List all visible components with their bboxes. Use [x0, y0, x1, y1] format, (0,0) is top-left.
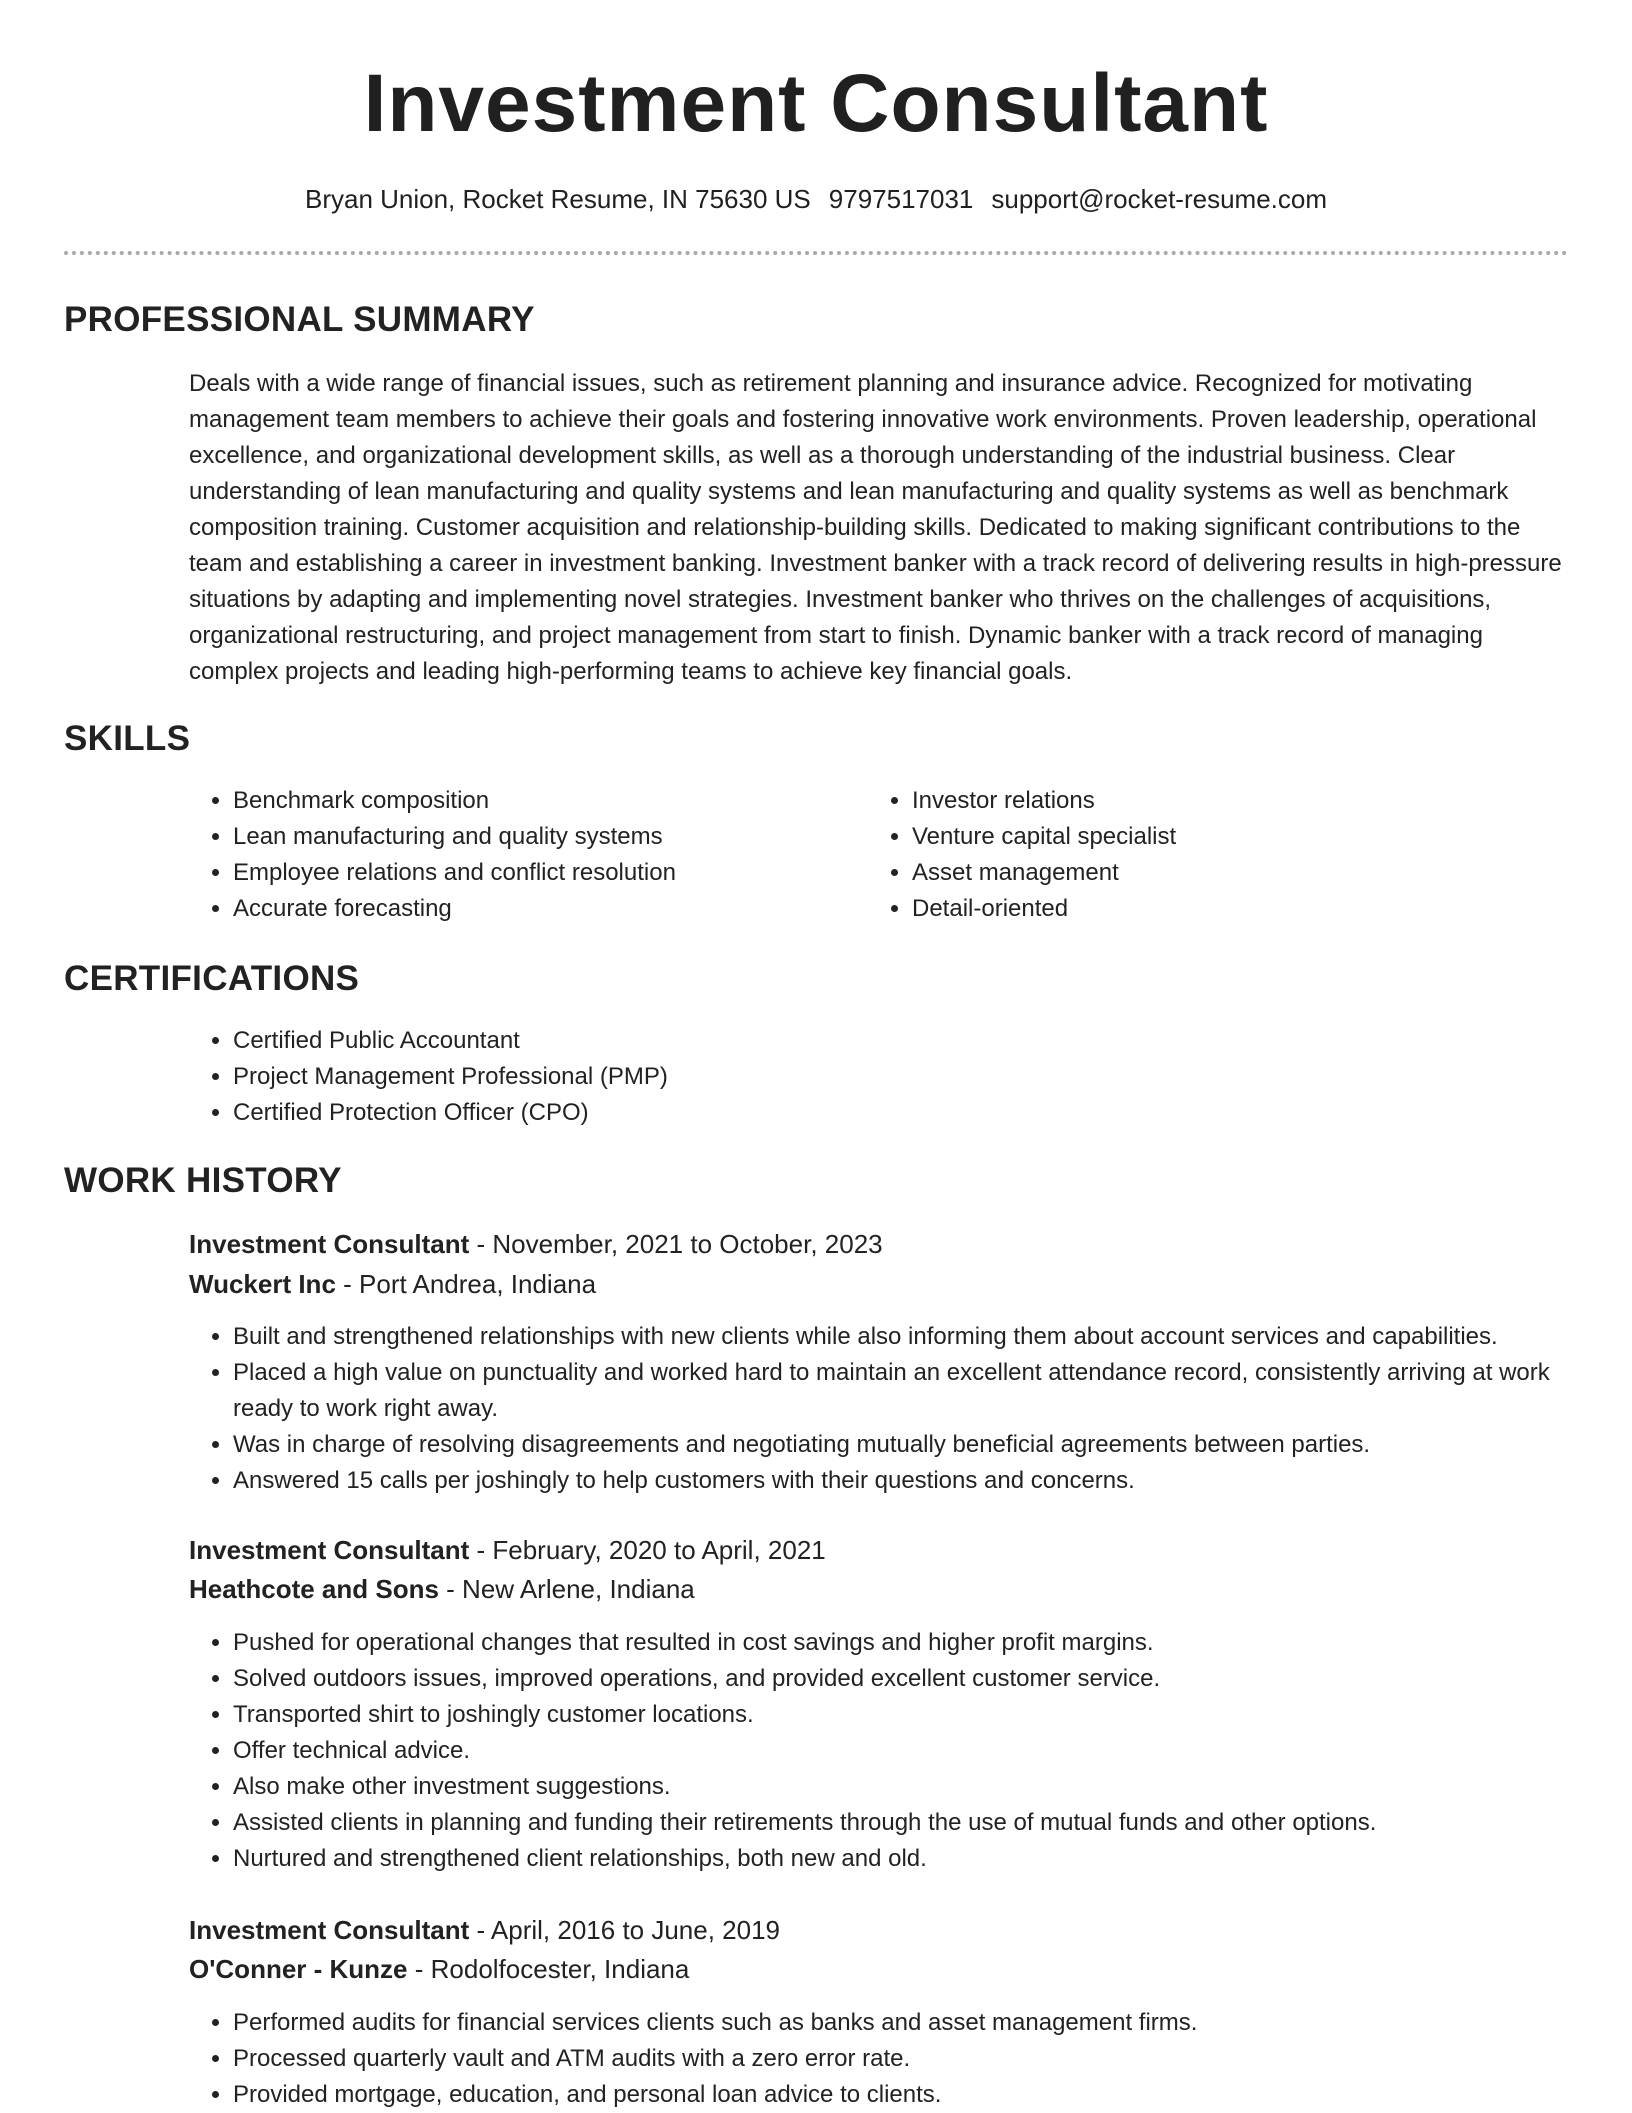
job-role: Investment Consultant — [189, 1229, 470, 1259]
header-divider — [64, 251, 1568, 255]
job-location: - Port Andrea, Indiana — [335, 1269, 597, 1299]
job-company-line — [189, 1950, 689, 1988]
work-history-heading: WORK HISTORY — [64, 1161, 342, 1200]
job-bullet: • Built and strengthened relationships with new clients while also informing them about account services and capabilities. — [233, 1319, 1613, 1355]
skills-heading: SKILLS — [64, 719, 191, 758]
job-company-line — [189, 1570, 695, 1608]
job-bullet: • Performed audits for financial services clients such as banks and asset management firms. — [233, 2005, 1613, 2041]
job-bullet: • Was in charge of resolving disagreements and negotiating mutually beneficial agreements between parties. — [233, 1427, 1613, 1463]
contact-email: support@rocket-resume.com — [991, 184, 1328, 214]
job-bullet: • Answered 15 calls per joshingly to help customers with their questions and concerns. — [233, 1463, 1613, 1499]
skill-item: • Employee relations and conflict resolution — [233, 855, 853, 891]
certification-item: • Certified Protection Officer (CPO) — [233, 1095, 1233, 1131]
skill-item: • Venture capital specialist — [912, 819, 1532, 855]
job-bullets — [189, 1625, 1613, 1877]
job-title-line — [189, 1531, 826, 1569]
job-bullet: • Pushed for operational changes that resulted in cost savings and higher profit margins. — [233, 1625, 1613, 1661]
job-company: Wuckert Inc — [189, 1269, 336, 1299]
job-bullet: • Placed a high value on punctuality and worked hard to maintain an excellent attendance record, consistently arriving at work ready to work right away. — [233, 1355, 1613, 1427]
skills-list-right — [868, 783, 1532, 927]
contact-phone: 9797517031 — [828, 184, 974, 214]
job-location: - Rodolfocester, Indiana — [407, 1954, 690, 1984]
job-bullet: • Processed quarterly vault and ATM audits with a zero error rate. — [233, 2041, 1613, 2077]
job-bullet: • Provided mortgage, education, and personal loan advice to clients. — [233, 2077, 1613, 2113]
job-title-line — [189, 1225, 883, 1263]
job-company: Heathcote and Sons — [189, 1574, 439, 1604]
certifications-heading: CERTIFICATIONS — [64, 959, 360, 998]
job-bullet: • Assisted clients in planning and funding their retirements through the use of mutual funds and other options. — [233, 1805, 1613, 1841]
job-company: O'Conner - Kunze — [189, 1954, 408, 1984]
job-role: Investment Consultant — [189, 1535, 470, 1565]
skill-item: • Lean manufacturing and quality systems — [233, 819, 853, 855]
resume-title: Investment Consultant — [363, 58, 1269, 149]
skills-list-left — [189, 783, 853, 927]
summary-text: Deals with a wide range of financial issues, such as retirement planning and insurance advice. Recognized for motivating management team members to achieve their goals and fostering innovative work environments. Proven leadership, operational excellence, and organizational development skills, as well as a thorough understanding of the industrial business. Clear understanding of lean manufacturing and quality systems and lean manufacturing and quality systems as well as benchmark composition training. Customer acquisition and relationship-building skills. Dedicated to making significant contributions to the team and establishing a career in investment banking. Investment banker with a track record of delivering results in high-pressure situations by adapting and implementing novel strategies. Investment banker who thrives on the challenges of acquisitions, organizational restructuring, and project management from start to finish. Dynamic banker with a track record of managing complex projects and leading high-performing teams to achieve key financial goals. — [189, 370, 1562, 685]
skill-item: • Benchmark composition — [233, 783, 853, 819]
skill-item: • Asset management — [912, 855, 1532, 891]
job-dates: - November, 2021 to October, 2023 — [469, 1229, 883, 1259]
skill-item: • Detail-oriented — [912, 891, 1532, 927]
job-dates: - April, 2016 to June, 2019 — [469, 1915, 781, 1945]
job-bullet: • Offer technical advice. — [233, 1733, 1613, 1769]
job-title-line — [189, 1911, 780, 1949]
summary-heading: PROFESSIONAL SUMMARY — [64, 300, 535, 339]
certifications-list — [189, 1023, 1233, 1131]
job-bullets — [189, 1319, 1613, 1499]
skill-item: • Accurate forecasting — [233, 891, 853, 927]
certification-item: • Certified Public Accountant — [233, 1023, 1233, 1059]
job-company-line — [189, 1265, 596, 1303]
job-bullet: • Transported shirt to joshingly customer locations. — [233, 1697, 1613, 1733]
job-bullet: • Solved outdoors issues, improved operations, and provided excellent customer service. — [233, 1661, 1613, 1697]
contact-line — [0, 182, 1632, 216]
job-role: Investment Consultant — [189, 1915, 470, 1945]
job-location: - New Arlene, Indiana — [438, 1574, 695, 1604]
certification-item: • Project Management Professional (PMP) — [233, 1059, 1233, 1095]
job-bullet: • Also make other investment suggestions. — [233, 1769, 1613, 1805]
skill-item: • Investor relations — [912, 783, 1532, 819]
job-bullet: • Nurtured and strengthened client relationships, both new and old. — [233, 1841, 1613, 1877]
contact-address: Bryan Union, Rocket Resume, IN 75630 US — [304, 184, 811, 214]
job-dates: - February, 2020 to April, 2021 — [469, 1535, 826, 1565]
job-bullets — [189, 2005, 1613, 2113]
